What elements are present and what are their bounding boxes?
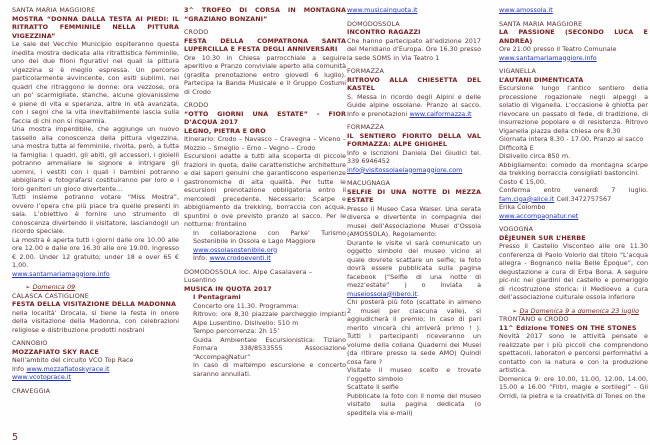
paragraph: [347, 37, 481, 63]
paragraph: [12, 193, 179, 236]
paragraph: [347, 205, 481, 239]
text-run: Info e iscrizioni Daniela Dei Giudici tel. 339 6946452: [347, 148, 481, 165]
paragraph: [184, 135, 346, 152]
paragraph: [499, 186, 648, 203]
section-location: [12, 339, 179, 348]
text-run: Chi posterà più foto (scattate in almeno 2 musei per ciascuna valle), si aggiudicherà il premio; in caso di pari merito vincerà chi arriverà primo ! ). Tutti i partecipanti riceveranno un volume della collana Quaderni dei Musei (da ritirare presso la sede AMO) Quindi cosa fare ?: [347, 298, 481, 366]
link-line: [499, 54, 648, 63]
text-run: S. Messa in ricordo degli Alpini e delle Guide alpine ossolane. Pranzo al sacco. Info e prenotazioni: [347, 92, 481, 118]
section-location: [499, 315, 648, 324]
section-location: [347, 20, 481, 29]
event-title: [184, 285, 346, 294]
paragraph: [499, 45, 648, 54]
text-run: Visitate il museo scelto e trovate l’oggetto simbolo: [347, 366, 481, 383]
text-run: Info: [12, 364, 27, 373]
text-run: Nell’ambito del circuito VCO Top Race: [12, 356, 134, 364]
paragraph: [12, 40, 179, 125]
text-run: Pubblicate la foto con il nome del museo visitato sulla pagina dedicata (o speditela via e-mail): [347, 391, 481, 417]
text-run: “OTTO GIORNI UNA ESTATE” - FIOR D’ACQUA 2017: [184, 109, 346, 126]
section-location: [184, 268, 346, 285]
text-run: Tutti insieme potranno votare “Miss Mostra”, ovvero l’opera che più piace tra quelle presenti in sala. L’obiettivo è fornire uno strumento di conoscenza divertendo il visitatore, lasciandogli un ricordo speciale.: [12, 193, 179, 235]
text-run: CRAVEGGIA: [12, 386, 51, 395]
date-text: Da Domenica 9 a domenica 23 luglio: [519, 306, 639, 315]
text-run: Durante le visite vi sarà comunicato un oggetto simbolo del museo vicino al quale dovrete scattare un selfie; la foto dovrà essere pubblicata sulla pagina facebook (“Selfie di una notte di mezz’estate” ) o inviata a: [347, 238, 481, 289]
text-run: MOZZAFIATO SKY RACE: [12, 347, 99, 356]
text-column-2: [184, 6, 346, 378]
event-title: [184, 37, 346, 54]
text-run: I Pentagrami: [193, 293, 241, 301]
paragraph: [499, 242, 648, 302]
text-run: L’AUTANI DIMENTICATA: [499, 75, 584, 84]
event-title: [499, 324, 648, 333]
link-line: [499, 6, 648, 15]
text-run: SANTA MARIA MAGGIORE: [499, 19, 583, 28]
paragraph: [499, 178, 648, 187]
paragraph: [499, 152, 648, 161]
text-run: Scattate il selfie: [347, 383, 399, 391]
paragraph: [499, 144, 648, 153]
hyperlink[interactable]: www.ossolasostenibile.org: [193, 245, 278, 254]
link-line: [184, 246, 346, 255]
text-run: INCONTRO RAGAZZI: [347, 28, 421, 36]
section-location: [499, 20, 648, 29]
paragraph: [347, 93, 481, 119]
text-run: MUSICA IN QUOTA 2017: [184, 284, 272, 293]
event-title: [12, 15, 179, 41]
paragraph: [12, 356, 179, 365]
event-title: [184, 293, 346, 302]
text-run: CRODO: [184, 101, 209, 109]
paragraph: [184, 254, 346, 263]
text-run: RITROVO ALLA CHIESETTA DEL KASTEL: [347, 75, 481, 92]
paragraph: [184, 229, 346, 246]
text-run: Escursione lungo l’antico sentiero della processione rogazionale negli alpeggi a solatio di Viganella. L’occasione è ghiotta per rievocare un passato di fede, di tradizione, di insurrezione popolare e di resistenza. Ritrovo Viganella piazza della chiesa ore 8.30: [499, 84, 648, 135]
paragraph: [184, 361, 346, 378]
link-line: [12, 270, 179, 279]
paragraph: [184, 310, 346, 327]
text-run: CANNOBIO: [12, 339, 48, 347]
text-run: Novità 2017 sono le attività pensate e realizzate per i più piccoli che comprendono spettacoli, laboratori e percorsi performativi a contatto con la natura e con la produzione artistica.: [499, 332, 648, 374]
text-run: Domenica 9: ore 10.00, 11.00, 12.00, 14.00, 15.00 e 16.00 “Flitri, magie e sortilegi” - Gli Orridi, la pietra e la creatività di Tones on the: [499, 374, 648, 400]
event-title: [184, 110, 346, 127]
text-run: Tempo percorrenza: 2h 15’: [193, 327, 280, 335]
text-run: FESTA DELLA VISITAZIONE DELLA MADONNA: [12, 300, 177, 308]
date-header: [499, 307, 648, 316]
text-run: IL SENTIERO FIORITO DELLA VAL FORMAZZA: ALPE GHIGHEL: [347, 131, 481, 148]
text-run: MACUGNAGA: [347, 179, 391, 187]
hyperlink[interactable]: www.crodoeventi.it: [209, 254, 271, 262]
section-location: [499, 225, 648, 234]
paragraph: [12, 309, 179, 335]
link-line: [12, 373, 179, 382]
hyperlink[interactable]: www.santamariamaggiore.info: [12, 269, 110, 278]
text-run: nella località’ Drocala, si tiene la festa in onore della visitazione della Madonna, con celebrazioni religiose e distribuzione prodotti nostrani: [12, 308, 179, 334]
hyperlink[interactable]: www.amossola.it: [499, 6, 553, 14]
paragraph: [499, 84, 648, 135]
paragraph: [184, 54, 346, 97]
event-title: [184, 6, 346, 23]
paragraph: [347, 366, 481, 383]
text-run: DOMODOSSOLA: [347, 19, 400, 28]
event-title: [499, 234, 648, 243]
event-title: [12, 300, 179, 309]
hyperlink[interactable]: info@visitossolaelagomaggiore.com: [347, 165, 463, 174]
section-location: [499, 67, 648, 76]
hyperlink[interactable]: fam.ciga@alice.it: [499, 194, 555, 203]
text-run: Erika Colombo: [499, 203, 546, 211]
paragraph: [347, 239, 481, 299]
text-column-4: [499, 6, 648, 400]
text-run: .: [417, 289, 420, 298]
text-run: CRODO: [184, 28, 209, 36]
hyperlink[interactable]: www.accompagnatur.net: [499, 211, 579, 220]
text-run: Info:: [193, 254, 210, 262]
paragraph: [12, 365, 179, 374]
text-run: FORMAZZA: [347, 123, 384, 131]
text-run: Giornata intera 8.30 - 17.00, Pranzo al sacco: [499, 135, 644, 143]
event-title: [347, 76, 481, 93]
text-run: VOGOGNA: [499, 225, 534, 233]
text-run: In caso di maltempo escursione e concerto saranno annullati.: [193, 361, 346, 378]
paragraph: [499, 203, 648, 212]
text-run: La mostra è aperta tutti i giorni dalle ore 10.00 alle ore 12.00 e dalle ore 16.30 alle ore 19.00. Ingresso € 2.00. Under 12 gratuito; under 18 e over 65 € 1,00.: [12, 235, 179, 269]
text-run: Dislivello circa 850 m.: [499, 152, 571, 160]
paragraph: [184, 152, 346, 229]
paragraph: [347, 392, 481, 418]
paragraph: [499, 332, 648, 375]
text-run: MOSTRA “DONNA DALLA TESTA AI PIEDI: IL RITRATTO FEMMINILE NELLA PITTURA VIGEZZINA”: [12, 14, 179, 40]
text-run: Guida Ambientale Escursionistica: Tiziano Fornara 338/8533555 Associazione “AccompagNatur”: [193, 335, 346, 361]
date-header: [12, 283, 179, 292]
text-run: SANTA MARIA MAGGIORE: [12, 6, 96, 14]
event-title: [347, 28, 481, 37]
link-line: [347, 166, 481, 175]
event-title: [347, 132, 481, 149]
paragraph: [12, 236, 179, 270]
paragraph: [347, 298, 481, 366]
text-run: Presso il Castello Visconteo alle ore 11.30 conferenza di Paolo Volorio dal titolo “L’acqua allegra - Bognanco nella Belle Époque”, con degustazione a cura di Erba Bona. A seguire pic-nic nei giardini del castello e pomeriggio di ricostruzione storica: il Medioevo a cura dell’associazione culturale ossola inferiore: [499, 242, 648, 301]
paragraph: [499, 161, 648, 178]
text-column-1: [12, 6, 179, 395]
text-run: SELFIE DI UNA NOTTE DI MEZZA ESTATE: [347, 187, 481, 204]
hyperlink[interactable]: www.caiformazza.it: [409, 109, 472, 118]
text-run: DOMODOSSOLA loc. Alpe Casalavera – Lusentino: [184, 267, 313, 284]
text-run: In collaborazione con Parke’ Turismo Sostenibile in Ossola e Lago Maggiore: [193, 228, 346, 245]
text-run: 11^ Edizione TONES ON THE STONES: [499, 323, 637, 332]
hyperlink[interactable]: museiossola@libero.it: [347, 289, 418, 298]
text-run: LA PASSIONE (SECONDO LUCA E ANDREA): [499, 28, 648, 45]
text-run: TRONTANO e CRODO: [499, 315, 569, 323]
text-run: Conferma entro venerdì 7 luglio.: [499, 186, 648, 194]
paragraph: [347, 383, 481, 392]
text-run: Ore 10.30 in Chiesa parrocchiale a seguire aperitivo e Pranzo conviviale aperto alla comunità (gradita prenotazione entro giovedì 6 luglio). Partecipa la Banda Musicale e il Gruppo Costumi di Crodo: [184, 53, 346, 96]
hyperlink[interactable]: www.santamariamaggiore.info: [499, 53, 597, 62]
hyperlink[interactable]: www.mozzafiatoskyrace.it: [26, 364, 110, 373]
text-run: LEGNO, PIETRA E ORO: [184, 126, 266, 135]
event-title: [347, 188, 481, 205]
text-run: DÉJEUNER SUR L’HERBE: [499, 233, 586, 242]
section-location: [347, 67, 481, 76]
paragraph: [184, 302, 346, 311]
text-column-3: [347, 6, 481, 417]
page-number: 5: [12, 432, 19, 443]
event-title: [499, 76, 648, 85]
section-location: [12, 387, 179, 396]
event-title: [499, 28, 648, 45]
text-run: Ritrovo: ore 8,30 piazzale parcheggio impianti Alpe Lusentino. Dislivello: 510 m: [193, 310, 346, 327]
text-run: VIGANELLA: [499, 67, 536, 75]
arrow-bullet-icon: ➢: [512, 306, 520, 315]
paragraph: [499, 375, 648, 401]
paragraph: [184, 327, 346, 336]
paragraph: [12, 125, 179, 193]
text-run: Una mostra imperdibile, che aggiunge un nuovo tassello alla conoscenza della pittura vigezzina, una mostra tutta al femminile, rivolta, però, a tutta la famiglia: i quadri, gli abiti, gli accessori, i gioielli potranno ammaliare le signore e intrigare gli uomini, i vestiti con i quali i bambini potranno abbigliarsi e fotografarsi costituiranno per loro e i loro genitori un gioco divertente…: [12, 125, 179, 193]
hyperlink[interactable]: www.musicainquota.it: [347, 6, 418, 14]
event-title: [184, 127, 346, 136]
text-run: Presso il Museo Casa Walser. Una serata diversa e divertente in compagnia dei musei dell’Associazione Musei d’Ossola (AMOSSOLA). Regolamento:: [347, 204, 481, 238]
section-location: [184, 101, 346, 110]
text-run: Le sale del Vecchio Municipio ospiteranno questa inedita mostra dedicata alla ritrattistica femminile, uno dei due filoni figurativi nei quali la pittura vigezzina si è meglio espressa. Un percorso particolarmente avvincente, con esiti sublimi, nei quadri che ritraggono le donne: ora vezzose, ora un po’ scarmigliate, stanche, alcune giovanissime e piene di vita e speranza, altre in età avanzata, con i segni che la vita inevitabilmente lascia sulla faccia di chi non si risparmia.: [12, 40, 179, 125]
text-run: Cell.3472757567: [554, 194, 612, 203]
text-run: FESTA DELLA COMPATRONA SANTA LUPERCILLA E FESTA DEGLI ANNIVERSARI: [184, 36, 346, 53]
link-line: [499, 212, 648, 221]
text-run: 3^ TROFEO DI CORSA IN MONTAGNA “GRAZIANO BONZANI”: [184, 6, 346, 23]
paragraph: [184, 336, 346, 362]
arrow-bullet-icon: ➢: [25, 283, 33, 291]
text-run: Abbigliamento: comodo da montagna scarpe da trekking borraccia consigliati bastoncini.: [499, 160, 648, 177]
section-location: [12, 6, 179, 15]
text-run: Difficoltà E: [499, 143, 534, 152]
text-run: CALASCA CASTIGLIONE: [12, 291, 89, 300]
text-run: Costo € 15,00.: [499, 177, 546, 186]
paragraph: [347, 149, 481, 166]
text-run: Concerto ore 11.30. Programma:: [193, 301, 299, 310]
text-run: Ore 21.00 presso il Teatro Comunale: [499, 45, 617, 53]
section-location: [184, 28, 346, 37]
text-run: Itinerario: Crodo – Navasco – Cravegna – Viceno – Mozzio – Smeglio – Erno – Vegno – Crodo: [184, 135, 346, 152]
section-location: [12, 292, 179, 301]
text-run: Che hanno partecipato all’edizione 2017 del Meridiano d’Europa. Ore 16.30 presso la sede SOMS in Via Teatro 1: [347, 36, 481, 62]
section-location: [347, 123, 481, 132]
paragraph: [499, 135, 648, 144]
text-run: Escursioni adatte a tutti alla scoperta di piccole frazioni in quota, dalle caratteristiche architetture e dai sapori genuini che garantiscono esperienze gastronomiche di alta qualità. Per tutte le escursioni prenotazione obbligatoria entro il mercoledì precedente. Necessario: Scarpe e abbigliamento da trekking, borraccia con acqua, spuntini o ove previsto pranzo al sacco. Per le notturne: frontalino: [184, 152, 346, 228]
text-run: FORMAZZA: [347, 67, 384, 75]
date-text: Domenica 09: [32, 283, 76, 291]
event-title: [12, 348, 179, 357]
hyperlink[interactable]: www.vcotoprace.it: [12, 373, 72, 381]
section-location: [347, 179, 481, 188]
link-line: [347, 6, 481, 15]
